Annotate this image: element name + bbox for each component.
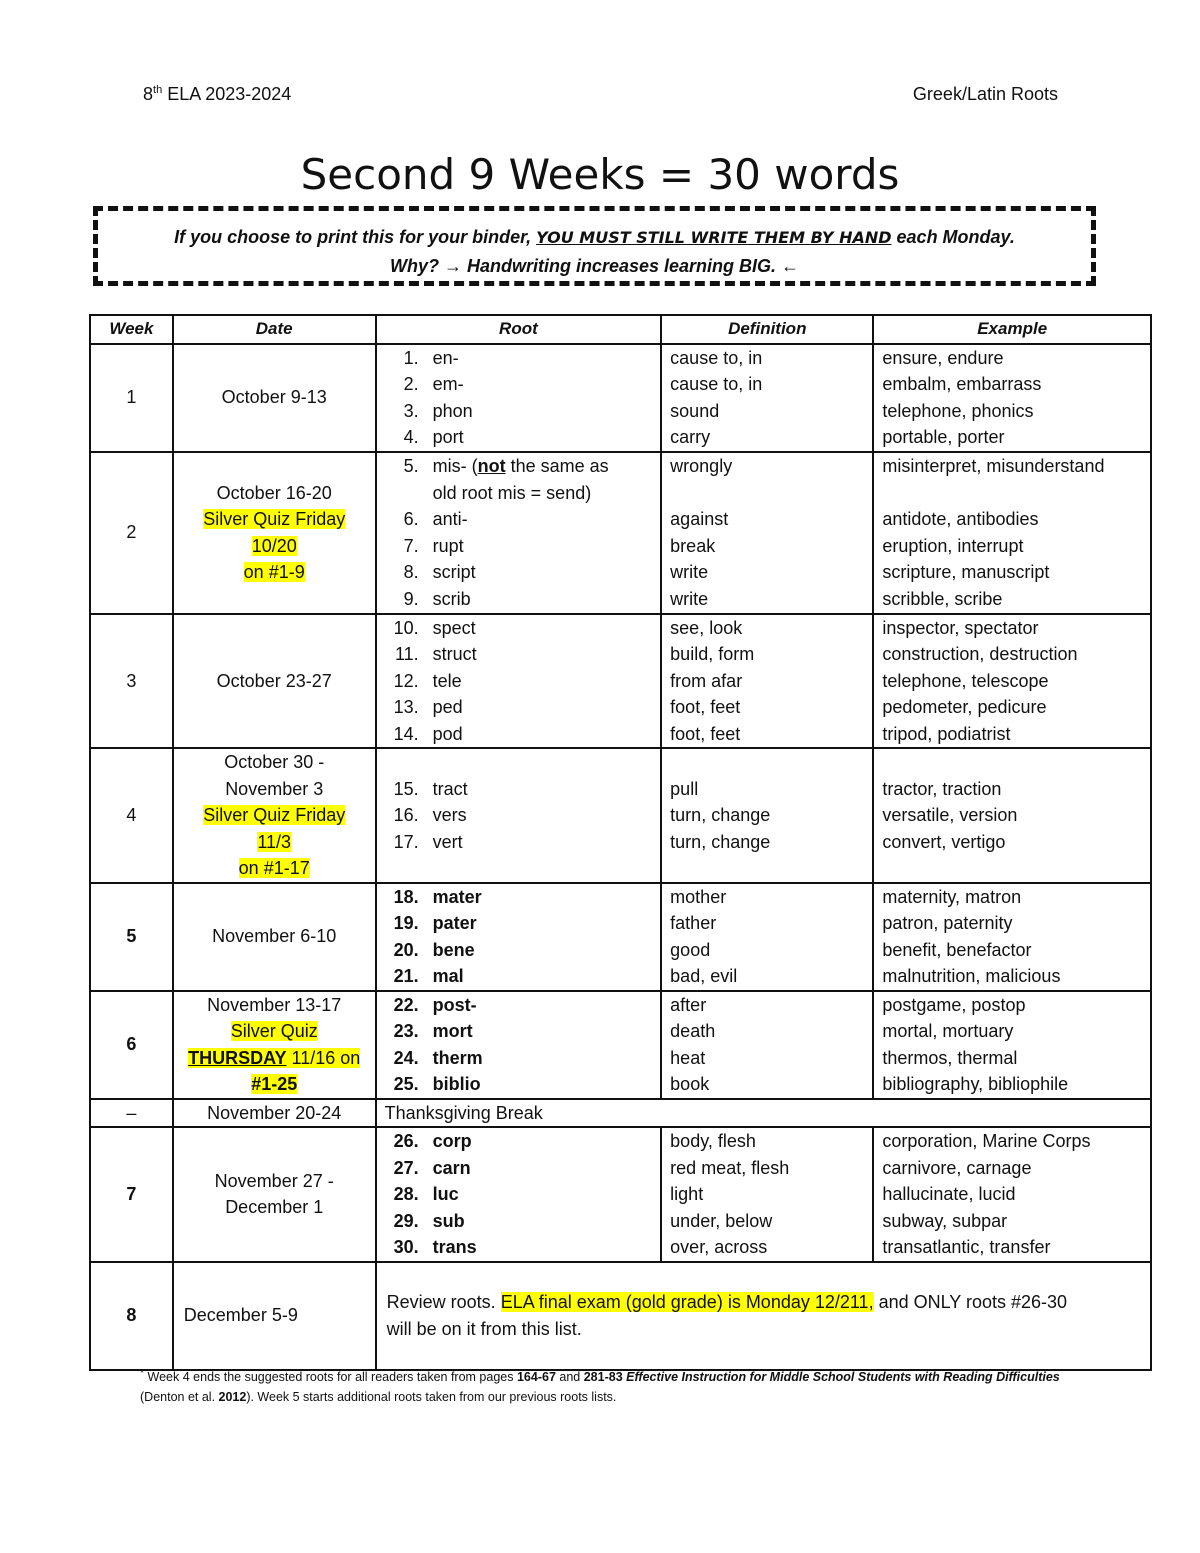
roots-table bbox=[89, 314, 1152, 1371]
example-item: telephone, phonics bbox=[882, 400, 1034, 421]
definition-item: mother bbox=[670, 886, 727, 907]
page-title: Second 9 Weeks = 30 words bbox=[300, 150, 900, 199]
root-number: 16. bbox=[393, 805, 419, 825]
example-item: convert, vertigo bbox=[882, 831, 1006, 852]
example-item: portable, porter bbox=[882, 427, 1005, 447]
root-number: 8. bbox=[403, 562, 419, 582]
table-row bbox=[90, 1262, 1151, 1370]
root-text: em- bbox=[432, 374, 464, 394]
example-item: ensure, endure bbox=[882, 347, 1004, 368]
example-item: scripture, manuscript bbox=[882, 562, 1050, 582]
header-topic: Greek/Latin Roots bbox=[912, 84, 1058, 104]
root-number: 25. bbox=[393, 1074, 419, 1094]
root-text: carn bbox=[432, 1157, 471, 1178]
definition-item: break bbox=[670, 535, 716, 556]
root-number: 7. bbox=[403, 535, 419, 556]
root-item bbox=[385, 371, 653, 398]
example-item: scribble, scribe bbox=[882, 588, 1003, 609]
week-cell: 8 bbox=[90, 1262, 173, 1370]
example-item: malnutrition, malicious bbox=[882, 966, 1061, 986]
handwriting-emphasis: YOU MUST STILL WRITE THEM BY HAND bbox=[536, 228, 892, 247]
root-number: 4. bbox=[403, 427, 419, 447]
date-cell bbox=[173, 614, 376, 749]
quiz-line bbox=[182, 533, 367, 560]
root-text: phon bbox=[432, 400, 473, 421]
quiz-text: 11/3 bbox=[257, 831, 292, 852]
root-number: 3. bbox=[403, 400, 419, 421]
definition-item: cause to, in bbox=[670, 347, 763, 368]
definition-cell bbox=[661, 748, 873, 883]
root-text: vers bbox=[432, 805, 467, 825]
root-item bbox=[385, 1018, 653, 1045]
definition-item: against bbox=[670, 509, 729, 529]
root-item bbox=[385, 668, 653, 695]
root-note-emphasis: not bbox=[477, 456, 506, 476]
definition-item: light bbox=[670, 1184, 704, 1204]
quiz-line bbox=[182, 559, 367, 586]
root-note-text: old root mis = send) bbox=[432, 482, 592, 503]
review-text: will be on it from this list. bbox=[386, 1318, 582, 1339]
root-number: 13. bbox=[393, 697, 419, 717]
root-number: 5. bbox=[403, 456, 419, 476]
root-number: 22. bbox=[393, 994, 419, 1015]
root-text: ped bbox=[432, 697, 463, 717]
date-cell bbox=[173, 344, 376, 452]
definition-item: body, flesh bbox=[670, 1131, 756, 1151]
example-spacer bbox=[882, 480, 1142, 507]
root-item bbox=[385, 1181, 653, 1208]
table-row bbox=[90, 1099, 1151, 1128]
definition-cell bbox=[661, 883, 873, 991]
quiz-line bbox=[182, 506, 367, 533]
definition-item: red meat, flesh bbox=[670, 1157, 790, 1178]
date-line: November 27 - bbox=[214, 1170, 334, 1191]
root-item bbox=[385, 1155, 653, 1182]
date-line: October 16-20 bbox=[216, 482, 332, 503]
quiz-text: Silver Quiz bbox=[230, 1021, 318, 1041]
example-item: eruption, interrupt bbox=[882, 535, 1024, 556]
example-item: mortal, mortuary bbox=[882, 1021, 1014, 1041]
root-text: vert bbox=[432, 831, 463, 852]
notice-box: If you choose to print this for your binder, YOU MUST STILL WRITE THEM BY HAND each Monday. Why? → Handwriting increases learning BIG. ← bbox=[93, 206, 1096, 286]
root-text: mort bbox=[432, 1021, 473, 1041]
quiz-text: Silver Quiz Friday bbox=[203, 509, 346, 529]
date-line: November 20-24 bbox=[207, 1102, 342, 1123]
root-item bbox=[385, 1234, 653, 1261]
root-item bbox=[385, 559, 653, 586]
quiz-line bbox=[182, 829, 367, 856]
week-cell: 2 bbox=[90, 452, 173, 614]
root-item bbox=[385, 1128, 653, 1155]
definition-item: write bbox=[670, 588, 709, 609]
root-number: 9. bbox=[403, 588, 419, 609]
root-item bbox=[385, 615, 653, 642]
definition-item: over, across bbox=[670, 1237, 768, 1257]
example-cell bbox=[873, 452, 1151, 614]
definition-item: father bbox=[670, 913, 717, 933]
date-line: October 9-13 bbox=[221, 387, 327, 408]
definition-item: heat bbox=[670, 1047, 706, 1068]
date-cell bbox=[173, 883, 376, 991]
table-header-row bbox=[90, 315, 1151, 344]
root-number: 23. bbox=[393, 1021, 419, 1041]
date-cell bbox=[173, 748, 376, 883]
quiz-text: Silver Quiz Friday bbox=[203, 805, 346, 825]
root-item bbox=[385, 1045, 653, 1072]
root-number: 20. bbox=[393, 939, 419, 960]
table-row bbox=[90, 452, 1151, 614]
example-item: hallucinate, lucid bbox=[882, 1184, 1016, 1204]
root-item bbox=[385, 398, 653, 425]
definition-item: pull bbox=[670, 778, 699, 799]
date-line: November 6-10 bbox=[212, 926, 337, 947]
quiz-line bbox=[182, 1018, 367, 1045]
example-item: carnivore, carnage bbox=[882, 1157, 1032, 1178]
col-header-date: Date bbox=[173, 315, 376, 344]
week-cell: 7 bbox=[90, 1127, 173, 1262]
root-text: therm bbox=[432, 1047, 483, 1068]
root-number: 18. bbox=[393, 886, 419, 907]
example-cell bbox=[873, 1127, 1151, 1262]
definition-item: cause to, in bbox=[670, 374, 763, 394]
quiz-text: #1-25 bbox=[251, 1074, 298, 1094]
week-cell: 1 bbox=[90, 344, 173, 452]
date-line: November 13-17 bbox=[207, 994, 342, 1015]
week-cell: 6 bbox=[90, 991, 173, 1099]
example-item: versatile, version bbox=[882, 805, 1018, 825]
example-item: inspector, spectator bbox=[882, 617, 1039, 638]
date-line: November 3 bbox=[225, 778, 324, 799]
root-text: anti- bbox=[432, 509, 468, 529]
quiz-line bbox=[182, 855, 367, 882]
date-cell bbox=[173, 1099, 376, 1128]
review-cell bbox=[376, 1262, 1151, 1370]
col-header-example: Example bbox=[873, 315, 1151, 344]
root-text: pod bbox=[432, 723, 463, 744]
book-title: Effective Instruction for Middle School Students with Reading Difficulties bbox=[626, 1370, 1060, 1385]
root-item bbox=[385, 937, 653, 964]
root-text: mal bbox=[432, 966, 464, 986]
definition-item: turn, change bbox=[670, 805, 771, 825]
root-item bbox=[385, 641, 653, 668]
definition-item: build, form bbox=[670, 644, 755, 664]
definition-item: good bbox=[670, 939, 711, 960]
root-cell bbox=[376, 614, 662, 749]
table-row bbox=[90, 991, 1151, 1099]
date-cell bbox=[173, 1127, 376, 1262]
example-cell bbox=[873, 748, 1151, 883]
break-cell: Thanksgiving Break bbox=[376, 1099, 1151, 1128]
root-text: rupt bbox=[432, 535, 464, 556]
example-item: benefit, benefactor bbox=[882, 939, 1032, 960]
example-item: corporation, Marine Corps bbox=[882, 1131, 1091, 1151]
definition-item: carry bbox=[670, 427, 711, 447]
example-item: misinterpret, misunderstand bbox=[882, 456, 1105, 476]
root-text: sub bbox=[432, 1210, 465, 1231]
week-cell: 3 bbox=[90, 614, 173, 749]
example-item: patron, paternity bbox=[882, 913, 1013, 933]
example-item: bibliography, bibliophile bbox=[882, 1074, 1069, 1094]
definition-item: foot, feet bbox=[670, 723, 741, 744]
root-number: 26. bbox=[393, 1131, 419, 1151]
root-text: mis- ( bbox=[432, 456, 478, 476]
root-number: 2. bbox=[403, 374, 419, 394]
col-header-root: Root bbox=[376, 315, 662, 344]
root-item bbox=[385, 802, 653, 829]
definition-cell bbox=[661, 344, 873, 452]
root-number: 11. bbox=[394, 644, 419, 664]
exam-highlight: ELA final exam (gold grade) is Monday 12/211, bbox=[500, 1292, 874, 1312]
definition-item: death bbox=[670, 1021, 716, 1041]
root-number: 29. bbox=[393, 1210, 419, 1231]
root-cell bbox=[376, 991, 662, 1099]
example-item: antidote, antibodies bbox=[882, 509, 1039, 529]
definition-item: sound bbox=[670, 400, 720, 421]
root-item bbox=[385, 453, 653, 480]
root-text: mater bbox=[432, 886, 482, 907]
quiz-day: THURSDAY bbox=[188, 1047, 287, 1068]
definition-cell bbox=[661, 614, 873, 749]
root-number: 19. bbox=[393, 913, 419, 933]
definition-item: turn, change bbox=[670, 831, 771, 852]
example-cell bbox=[873, 991, 1151, 1099]
example-cell bbox=[873, 883, 1151, 991]
example-item: tripod, podiatrist bbox=[882, 723, 1011, 744]
week-cell: 4 bbox=[90, 748, 173, 883]
root-item bbox=[385, 424, 653, 451]
col-header-definition: Definition bbox=[661, 315, 873, 344]
root-item bbox=[385, 1071, 653, 1098]
definition-spacer bbox=[670, 480, 864, 507]
root-text: tele bbox=[432, 670, 462, 691]
definition-item: wrongly bbox=[670, 456, 733, 476]
definition-item: bad, evil bbox=[670, 966, 738, 986]
definition-item: write bbox=[670, 562, 709, 582]
root-item bbox=[385, 586, 653, 613]
quiz-text: on #1-17 bbox=[238, 858, 310, 878]
quiz-text: on #1-9 bbox=[243, 562, 305, 582]
table-row bbox=[90, 883, 1151, 991]
definition-item: after bbox=[670, 994, 707, 1015]
root-text: luc bbox=[432, 1184, 459, 1204]
root-text: scrib bbox=[432, 588, 471, 609]
root-item bbox=[385, 884, 653, 911]
header-course: 8th ELA 2023-2024 bbox=[143, 84, 292, 104]
col-header-week: Week bbox=[90, 315, 173, 344]
root-text: port bbox=[432, 427, 464, 447]
root-number: 10. bbox=[393, 617, 419, 638]
root-number: 14. bbox=[393, 723, 419, 744]
root-item bbox=[385, 694, 653, 721]
quiz-text: 10/20 bbox=[251, 535, 297, 556]
review-text: and ONLY roots #26-30 bbox=[873, 1292, 1068, 1312]
date-line: December 1 bbox=[225, 1197, 324, 1218]
root-text: tract bbox=[432, 778, 468, 799]
root-cell bbox=[376, 344, 662, 452]
example-cell bbox=[873, 344, 1151, 452]
date-line: October 30 - bbox=[224, 752, 325, 772]
root-item bbox=[385, 1208, 653, 1235]
root-cell bbox=[376, 1127, 662, 1262]
definition-item: see, look bbox=[670, 617, 743, 638]
quiz-text bbox=[188, 1048, 360, 1068]
root-item bbox=[385, 533, 653, 560]
root-number: 15. bbox=[393, 778, 419, 799]
date-line: October 23-27 bbox=[216, 670, 332, 691]
root-item bbox=[385, 721, 653, 748]
definition-item: under, below bbox=[670, 1210, 773, 1231]
footnote: * Week 4 ends the suggested roots for all readers taken from pages 164-67 and 281-83 Effective Instruction for Middle School Students with Reading Difficulties (Denton et al. 2012). Week 5 starts additional roots taken from our previous roots lists. bbox=[140, 1368, 1060, 1405]
example-item: transatlantic, transfer bbox=[882, 1237, 1051, 1257]
root-note: the same as bbox=[505, 456, 609, 476]
date-cell bbox=[173, 452, 376, 614]
example-item: embalm, embarrass bbox=[882, 374, 1042, 394]
example-item: subway, subpar bbox=[882, 1210, 1008, 1231]
week-cell: – bbox=[90, 1099, 173, 1128]
example-item: tractor, traction bbox=[882, 778, 1002, 799]
root-note bbox=[385, 480, 653, 507]
quiz-line bbox=[182, 802, 367, 829]
root-text: struct bbox=[432, 644, 477, 664]
table-row bbox=[90, 344, 1151, 452]
root-item bbox=[385, 829, 653, 856]
definition-item: foot, feet bbox=[670, 697, 741, 717]
root-text: script bbox=[432, 562, 476, 582]
quiz-line bbox=[182, 1071, 367, 1098]
table-row bbox=[90, 1127, 1151, 1262]
root-item bbox=[385, 910, 653, 937]
root-cell bbox=[376, 748, 662, 883]
root-number: 27. bbox=[393, 1157, 419, 1178]
table-row bbox=[90, 748, 1151, 883]
root-text: post- bbox=[432, 994, 477, 1015]
root-text: biblio bbox=[432, 1074, 481, 1094]
root-item bbox=[385, 506, 653, 533]
example-item: telephone, telescope bbox=[882, 670, 1049, 691]
definition-cell bbox=[661, 452, 873, 614]
example-item: pedometer, pedicure bbox=[882, 697, 1047, 717]
week-cell: 5 bbox=[90, 883, 173, 991]
date-line: December 5-9 bbox=[183, 1305, 298, 1326]
root-item bbox=[385, 992, 653, 1019]
root-item bbox=[385, 776, 653, 803]
example-item: construction, destruction bbox=[882, 644, 1078, 664]
definition-item: from afar bbox=[670, 670, 743, 691]
root-number: 24. bbox=[393, 1047, 419, 1068]
example-cell bbox=[873, 614, 1151, 749]
root-text: spect bbox=[432, 617, 476, 638]
table-row bbox=[90, 614, 1151, 749]
root-text: trans bbox=[432, 1237, 477, 1257]
quiz-date: 11/16 on bbox=[286, 1047, 361, 1068]
date-cell bbox=[173, 1262, 376, 1370]
definition-cell bbox=[661, 1127, 873, 1262]
example-item: maternity, matron bbox=[882, 886, 1022, 907]
root-text: bene bbox=[432, 939, 475, 960]
root-item bbox=[385, 963, 653, 990]
example-item: thermos, thermal bbox=[882, 1047, 1018, 1068]
root-number: 28. bbox=[393, 1184, 419, 1204]
definition-cell bbox=[661, 991, 873, 1099]
root-text: pater bbox=[432, 913, 477, 933]
root-cell bbox=[376, 452, 662, 614]
root-text: en- bbox=[432, 347, 459, 368]
root-number: 1. bbox=[403, 347, 419, 368]
root-number: 30. bbox=[393, 1237, 419, 1257]
root-number: 17. bbox=[393, 831, 419, 852]
root-item bbox=[385, 345, 653, 372]
definition-item: book bbox=[670, 1074, 710, 1094]
review-text: Review roots. bbox=[386, 1292, 501, 1312]
root-text: corp bbox=[432, 1131, 472, 1151]
quiz-line bbox=[182, 1045, 367, 1072]
root-cell bbox=[376, 883, 662, 991]
root-number: 6. bbox=[403, 509, 419, 529]
example-item: postgame, postop bbox=[882, 994, 1026, 1015]
root-number: 12. bbox=[393, 670, 419, 691]
root-number: 21. bbox=[393, 966, 419, 986]
date-cell bbox=[173, 991, 376, 1099]
